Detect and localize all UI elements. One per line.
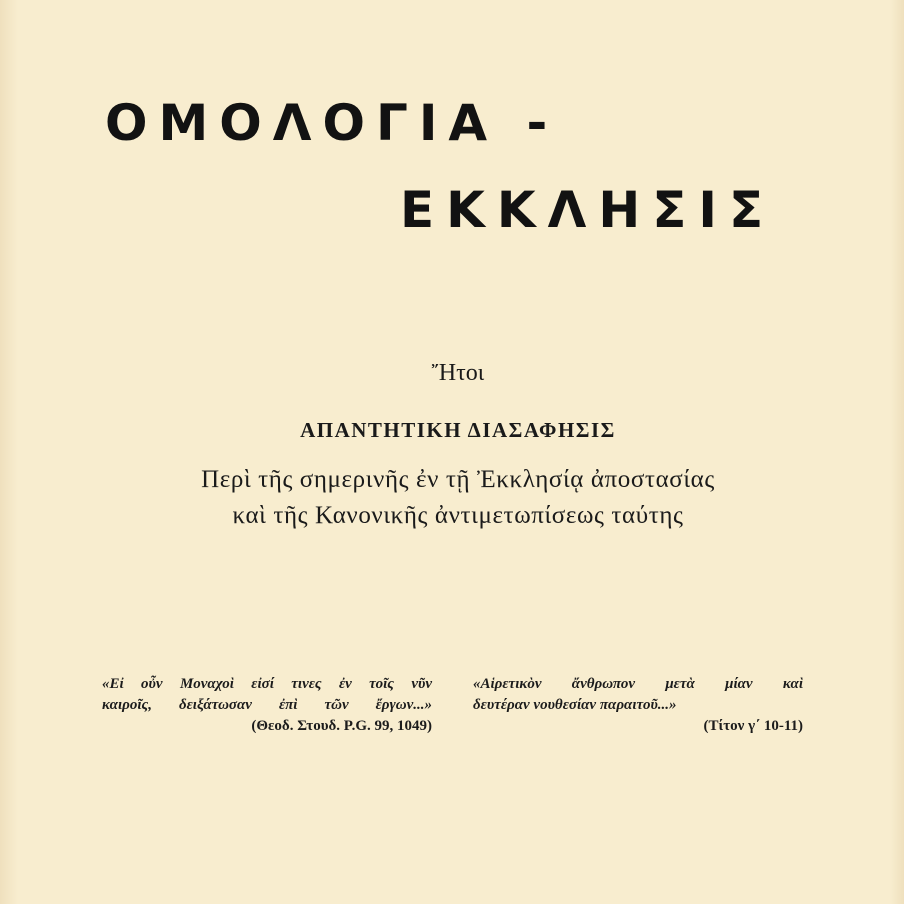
epigraph-left [102, 674, 432, 737]
epigraph-right-line-2: δευτέραν νουθεσίαν παραιτοῦ...» [473, 697, 677, 713]
epigraph-right [473, 674, 803, 737]
page-edge-left [0, 0, 18, 904]
page-edge-right [890, 0, 904, 904]
epigraph-left-source: (Θεοδ. Στουδ. P.G. 99, 1049) [251, 718, 432, 734]
epigraph-left-line-2: καιροῖς, δειξάτωσαν ἐπὶ τῶν ἔργων...» [102, 697, 432, 713]
title-line-2: ΕΚΚΛΗΣΙΣ [400, 181, 776, 239]
subtitle-line-2: καὶ τῆς Κανονικῆς ἀντιμετωπίσεως ταύτης [232, 502, 684, 529]
section-heading: ΑΠΑΝΤΗΤΙΚΗ ΔΙΑΣΑΦΗΣΙΣ [300, 418, 616, 442]
epigraph-right-line-1: «Αἱρετικὸν ἄνθρωπον μετὰ μίαν καὶ [473, 676, 803, 692]
title-line-1: ΟΜΟΛΟΓΙΑ - [105, 94, 559, 152]
subtitle-line-1: Περὶ τῆς σημερινῆς ἐν τῇ Ἐκκλησίᾳ ἀποστασίας [201, 466, 715, 493]
epigraph-left-line-1: «Εἰ οὖν Μοναχοὶ εἰσί τινες ἐν τοῖς νῦν [102, 676, 432, 692]
epigraph-right-source: (Τίτον γ΄ 10-11) [703, 718, 803, 734]
intro-word: Ἤτοι [431, 360, 485, 386]
